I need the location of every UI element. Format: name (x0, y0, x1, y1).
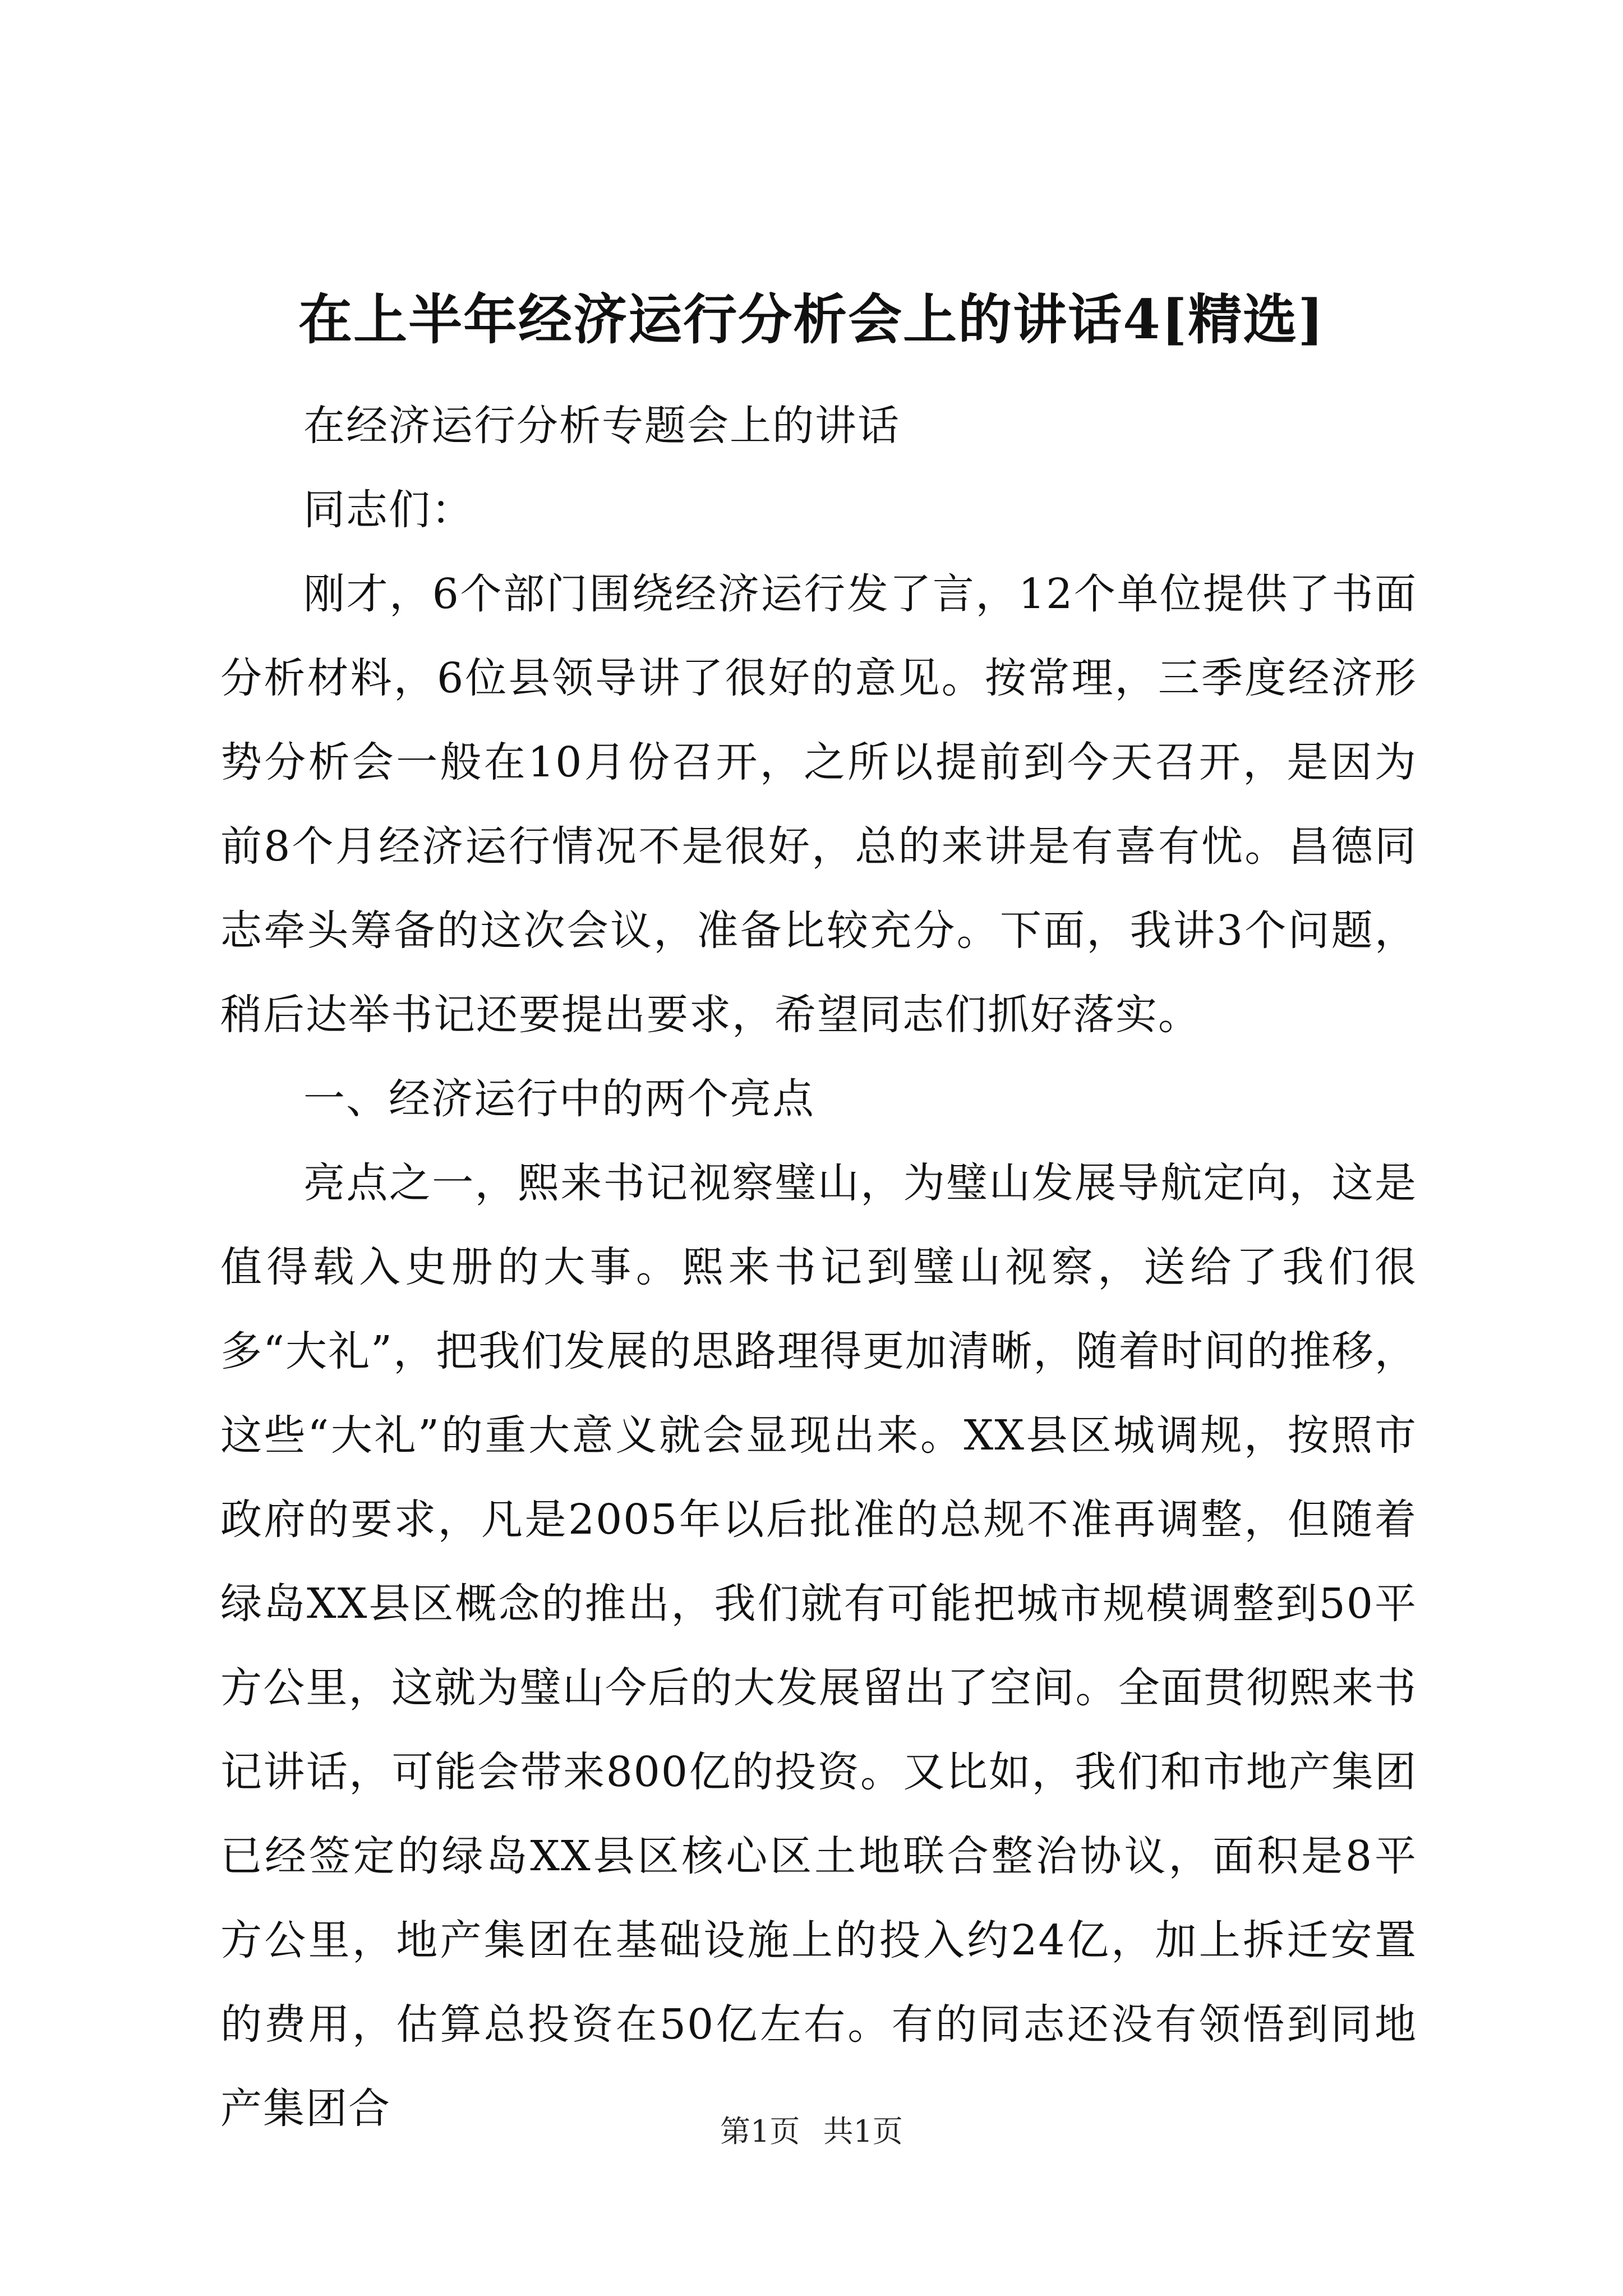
page-footer (0, 2112, 1623, 2151)
paragraph-section-heading: 一、经济运行中的两个亮点 (303, 1075, 815, 1123)
page-number-current: 第1页 (720, 2114, 800, 2149)
document-body (220, 384, 1417, 2151)
document-title: 在上半年经济运行分析会上的讲话4[精选] (298, 288, 1325, 351)
paragraph-highlight-one: 亮点之一，熙来书记视察璧山，为璧山发展导航定向，这是值得载入史册的大事。熙来书记到璧山视察，送给了我们很多“大礼”，把我们发展的思路理得更加清晰，随着时间的推移，这些“大礼”的重大意义就会显现出来。XX县区城调规，按照市政府的要求，凡是2005年以后批准的总规不准再调整，但随着绿岛XX县区概念的推出，我们就有可能把城市规模调整到50平方公里，这就为璧山今后的大发展留出了空间。全面贯彻熙来书记讲话，可能会带来800亿的投资。又比如，我们和市地产集团已经签定的绿岛XX县区核心区土地联合整治协议，面积是8平方公里，地产集团在基础设施上的投入约24亿，加上拆迁安置的费用，估算总投资在50亿左右。有的同志还没有领悟到同地产集团合 (220, 1159, 1417, 2133)
paragraph-subtitle: 在经济运行分析专题会上的讲话 (303, 402, 900, 450)
paragraph-intro: 刚才，6个部门围绕经济运行发了言，12个单位提供了书面分析材料，6位县领导讲了很好的意见。按常理，三季度经济形势分析会一般在10月份召开，之所以提前到今天召开，是因为前8个月经济运行情况不是很好，总的来讲是有喜有忧。昌德同志牵头筹备的这次会议，准备比较充分。下面，我讲3个问题，稍后达举书记还要提出要求，希望同志们抓好落实。 (220, 570, 1417, 1039)
paragraph-salutation: 同志们： (303, 486, 474, 534)
page-number-total: 共1页 (823, 2114, 903, 2149)
